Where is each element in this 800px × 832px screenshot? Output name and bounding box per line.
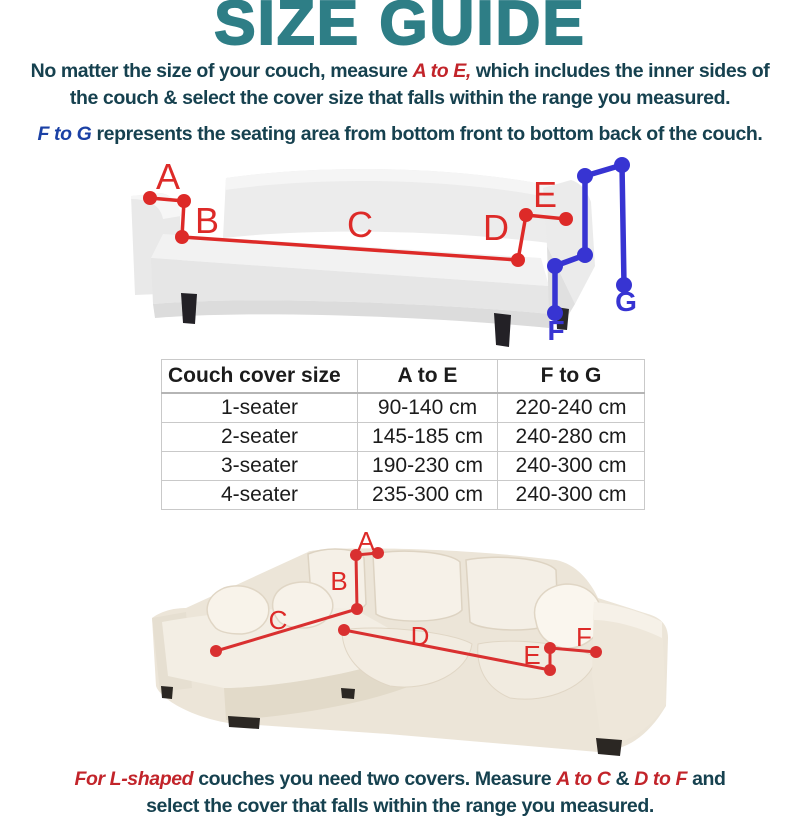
label-f: F: [547, 315, 565, 346]
size-table: [161, 359, 645, 510]
col-header-f-to-g: F to G: [498, 360, 645, 394]
label-b: B: [194, 200, 220, 241]
cell-size: 1-seater: [162, 393, 358, 423]
measure-ac-highlight: A to C: [556, 768, 611, 790]
label-c: C: [347, 204, 373, 245]
table-header-row: [162, 360, 645, 394]
scatter-pillow: [207, 586, 269, 634]
l-shaped-couch-diagram: [128, 526, 673, 766]
footer-text-end: and: [687, 768, 726, 790]
fg-highlight: F to G: [37, 123, 92, 145]
cell-size: 3-seater: [162, 452, 358, 481]
col-header-cover-size: Couch cover size: [162, 360, 358, 394]
table-row: [162, 481, 645, 510]
couch-leg: [494, 313, 511, 347]
l-shaped-highlight: For L-shaped: [74, 768, 194, 790]
intro-paragraph-measure-ae: [0, 58, 800, 112]
intro-text-post: which includes the inner sides of: [470, 60, 770, 82]
cell-f-to-g: 240-280 cm: [498, 423, 645, 452]
col-header-a-to-e: A to E: [358, 360, 498, 394]
cell-size: 4-seater: [162, 481, 358, 510]
back-cushion: [373, 551, 462, 621]
intro-paragraph-fg: [0, 121, 800, 148]
cell-a-to-e: 145-185 cm: [358, 423, 498, 452]
footer-text-line2: select the cover that falls within the range you measured.: [146, 795, 654, 817]
cell-f-to-g: 220-240 cm: [498, 393, 645, 423]
label-f: F: [576, 622, 592, 652]
footer-paragraph-l-shaped: [0, 766, 800, 820]
intro-text-line2: the couch & select the cover size that falls within the range you measured.: [69, 87, 731, 109]
couch-leg: [181, 293, 197, 324]
cell-size: 2-seater: [162, 423, 358, 452]
label-d: D: [410, 621, 430, 651]
cell-a-to-e: 190-230 cm: [358, 452, 498, 481]
label-g: G: [615, 286, 637, 317]
measure-df-highlight: D to F: [634, 768, 688, 790]
couch-foot: [228, 716, 260, 729]
cell-a-to-e: 235-300 cm: [358, 481, 498, 510]
couch-foot: [161, 686, 173, 699]
label-e: E: [523, 640, 541, 670]
label-c: C: [268, 605, 288, 635]
page-title: SIZE GUIDE: [214, 0, 586, 58]
footer-text-mid: couches you need two covers. Measure: [193, 768, 557, 790]
couch-foot: [596, 738, 622, 756]
label-e: E: [532, 174, 558, 215]
cell-f-to-g: 240-300 cm: [498, 452, 645, 481]
intro-text-pre: No matter the size of your couch, measure: [30, 60, 413, 82]
straight-couch-illustration: [131, 169, 595, 347]
table-row: [162, 393, 645, 423]
fg-text-rest: represents the seating area from bottom front to bottom back of the couch.: [91, 123, 763, 145]
measure-ae-highlight: A to E,: [412, 60, 471, 82]
table-row: [162, 452, 645, 481]
label-a: A: [357, 526, 375, 556]
label-a: A: [155, 156, 181, 197]
label-b: B: [330, 566, 348, 596]
cell-a-to-e: 90-140 cm: [358, 393, 498, 423]
couch-foot: [341, 688, 355, 699]
cell-f-to-g: 240-300 cm: [498, 481, 645, 510]
table-row: [162, 423, 645, 452]
footer-amp: &: [610, 768, 635, 790]
straight-couch-diagram: [123, 146, 688, 361]
label-d: D: [483, 207, 509, 248]
